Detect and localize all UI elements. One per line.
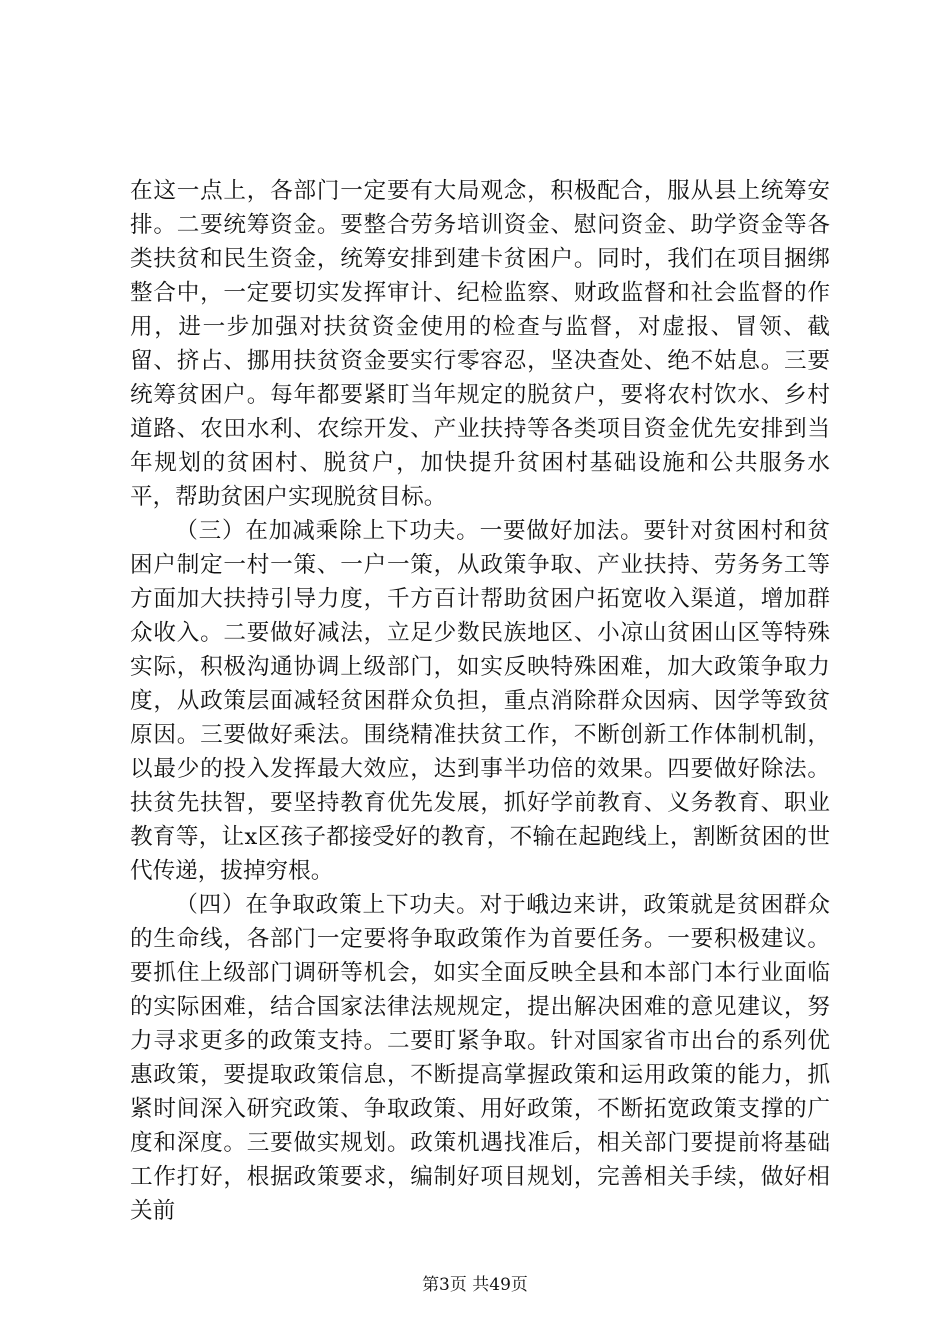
paragraph-section-three: （三）在加减乘除上下功夫。一要做好加法。要针对贫困村和贫困户制定一村一策、一户一策，从政策争取、产业扶持、劳务务工等方面加大扶持引导力度，千方百计帮助贫困户拓宽收入渠道，增加群众收入。二要做好减法，立足少数民族地区、小凉山贫困山区等特殊实际，积极沟通协调上级部门，如实反映特殊困难，加大政策争取力度，从政策层面减轻贫困群众负担，重点消除群众因病、因学等致贫原因。三要做好乘法。围绕精准扶贫工作，不断创新工作体制机制，以最少的投入发挥最大效应，达到事半功倍的效果。四要做好除法。扶贫先扶智，要坚持教育优先发展，抓好学前教育、义务教育、职业教育等，让x区孩子都接受好的教育，不输在起跑线上，割断贫困的世代传递，拔掉穷根。 — [130, 518, 830, 884]
page-footer — [0, 1270, 950, 1295]
paragraph-continuation: 在这一点上，各部门一定要有大局观念，积极配合，服从县上统筹安排。二要统筹资金。要整合劳务培训资金、慰问资金、助学资金等各类扶贫和民生资金，统筹安排到建卡贫困户。同时，我们在项目捆绑整合中，一定要切实发挥审计、纪检监察、财政监督和社会监督的作用，进一步加强对扶贫资金使用的检查与监督，对虚报、冒领、截留、挤占、挪用扶贫资金要实行零容忍，坚决查处、绝不姑息。三要统筹贫困户。每年都要紧盯当年规定的脱贫户，要将农村饮水、乡村道路、农田水利、农综开发、产业扶持等各类项目资金优先安排到当年规划的贫困村、脱贫户，加快提升贫困村基础设施和公共服务水平，帮助贫困户实现脱贫目标。 — [130, 178, 830, 510]
paragraph-section-four: （四）在争取政策上下功夫。对于峨边来讲，政策就是贫困群众的生命线，各部门一定要将争取政策作为首要任务。一要积极建议。要抓住上级部门调研等机会，如实全面反映全县和本部门本行业面临的实际困难，结合国家法律法规规定，提出解决困难的意见建议，努力寻求更多的政策支持。二要盯紧争取。针对国家省市出台的系列优惠政策，要提取政策信息，不断提高掌握政策和运用政策的能力，抓紧时间深入研究政策、争取政策、用好政策，不断拓宽政策支撑的广度和深度。三要做实规划。政策机遇找准后，相关部门要提前将基础工作打好，根据政策要求，编制好项目规划，完善相关手续，做好相关前 — [130, 892, 830, 1224]
page-number: 第3页 — [422, 1275, 467, 1295]
page-total: 共49页 — [472, 1275, 528, 1295]
document-body — [130, 174, 830, 1228]
